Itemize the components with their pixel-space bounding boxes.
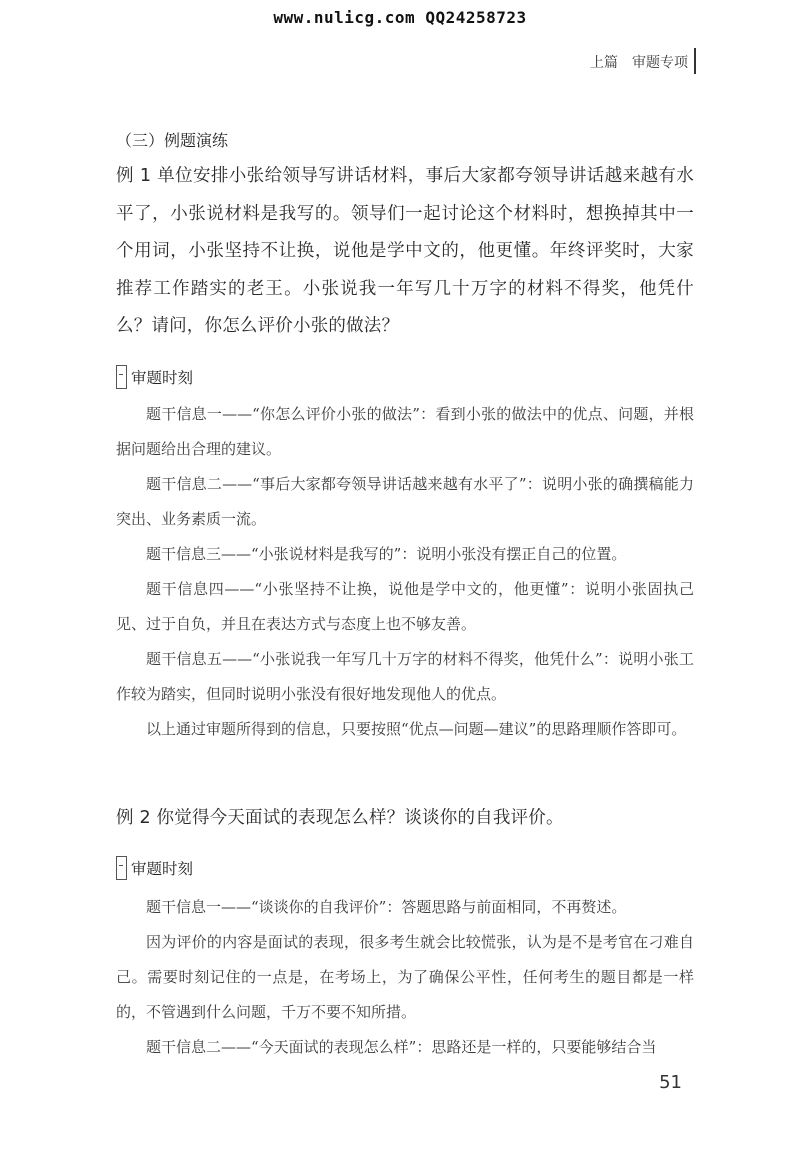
example-1-question: 例 1 单位安排小张给领导写讲话材料，事后大家都夸领导讲话越来越有水平了，小张说材料是我写的。领导们一起讨论这个材料时，想换掉其中一个用词，小张坚持不让换，说他是学中文的，他更懂。年终评奖时，大家推荐工作踏实的老王。小张说我一年写几十万字的材料不得奖，他凭什么？请问，你怎么评价小张的做法？ bbox=[116, 166, 694, 336]
marker-label: 审题时刻 bbox=[131, 369, 194, 387]
analysis-paragraph: 题干信息五——“小张说我一年写几十万字的材料不得奖，他凭什么”：说明小张工作较为踏实，但同时说明小张没有很好地发现他人的优点。 bbox=[116, 650, 694, 703]
analysis-paragraph: 因为评价的内容是面试的表现，很多考生就会比较慌张，认为是不是考官在刁难自己。需要时刻记住的一点是，在考场上，为了确保公平性，任何考生的题目都是一样的，不管遇到什么问题，千万不要不知所措。 bbox=[116, 933, 694, 1021]
header-divider bbox=[694, 48, 696, 74]
header-topic: 审题专项 bbox=[632, 55, 688, 71]
header-part: 上篇 bbox=[590, 55, 618, 71]
marker-icon bbox=[116, 365, 127, 389]
analysis-paragraph: 题干信息二——“事后大家都夸领导讲话越来越有水平了”：说明小张的确撰稿能力突出、业务素质一流。 bbox=[116, 475, 694, 528]
analysis-block-1 bbox=[116, 397, 694, 747]
example-2-question: 例 2 你觉得今天面试的表现怎么样？谈谈你的自我评价。 bbox=[116, 808, 564, 828]
analysis-paragraph: 题干信息二——“今天面试的表现怎么样”：思路还是一样的，只要能够结合当 bbox=[146, 1038, 657, 1056]
analysis-paragraph: 题干信息一——“你怎么评价小张的做法”：看到小张的做法中的优点、问题，并根据问题给出合理的建议。 bbox=[116, 405, 694, 458]
marker-label: 审题时刻 bbox=[131, 860, 194, 878]
analysis-paragraph: 以上通过审题所得到的信息，只要按照“优点—问题—建议”的思路理顺作答即可。 bbox=[146, 720, 687, 738]
page-number: 51 bbox=[659, 1072, 682, 1093]
analysis-paragraph: 题干信息四——“小张坚持不让换，说他是学中文的，他更懂”：说明小张固执己见、过于自负，并且在表达方式与态度上也不够友善。 bbox=[116, 580, 694, 633]
marker-icon bbox=[116, 856, 127, 880]
watermark-text: www.nulicg.com QQ24258723 bbox=[273, 8, 527, 27]
running-header bbox=[590, 52, 688, 72]
section-heading: （三）例题演练 bbox=[116, 131, 229, 150]
review-marker-2 bbox=[116, 856, 193, 880]
analysis-paragraph: 题干信息一——“谈谈你的自我评价”：答题思路与前面相同，不再赘述。 bbox=[146, 898, 627, 916]
analysis-block-2 bbox=[116, 890, 694, 1065]
analysis-paragraph: 题干信息三——“小张说材料是我写的”：说明小张没有摆正自己的位置。 bbox=[146, 545, 627, 563]
review-marker-1 bbox=[116, 365, 193, 389]
